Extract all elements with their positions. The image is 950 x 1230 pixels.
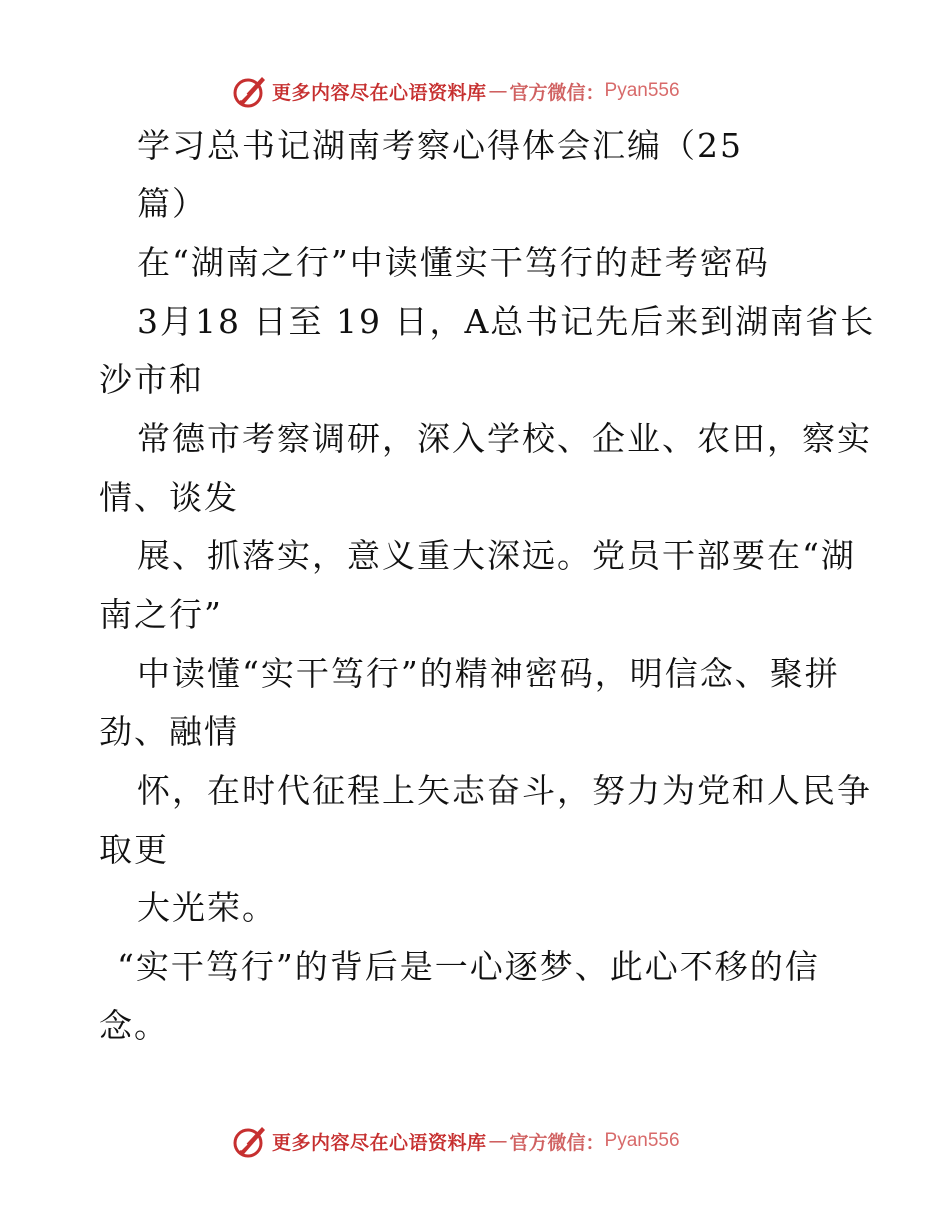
watermark-separator: — [488,80,508,102]
document-title-line-2: 篇） [137,184,207,223]
header-watermark [232,71,680,111]
watermark-sub-text: 官方微信： [509,1131,605,1154]
quill-logo-icon [232,1123,268,1159]
body-line: “实干笃行”的背后是一心逐梦、此心不移的信 [117,947,820,986]
body-line: 常德市考察调研，深入学校、企业、农田，察实 [137,419,872,458]
document-title-line-1: 学习总书记湖南考察心得体会汇编（25 [137,126,743,165]
body-line: 南之行” [99,595,223,634]
watermark-separator: — [488,1130,508,1152]
body-line: 取更 [99,830,169,869]
watermark-main-text: 更多内容尽在心语资料库 [272,1131,487,1154]
watermark-id: Pyan556 [604,80,680,101]
quill-logo-icon [232,73,268,109]
body-line: 大光荣。 [137,888,277,927]
watermark-id: Pyan556 [604,1130,680,1151]
section-heading: 在“湖南之行”中读懂实干笃行的赶考密码 [137,243,770,282]
watermark-main-text: 更多内容尽在心语资料库 [272,81,487,104]
watermark-sub-text: 官方微信： [509,81,605,104]
body-line: 展、抓落实，意义重大深远。党员干部要在“湖 [137,536,856,575]
footer-watermark [232,1121,680,1161]
body-line: 念。 [99,1006,169,1045]
body-line: 情、谈发 [99,478,239,517]
body-line: 3月18 日至 19 日，A总书记先后来到湖南省长 [137,302,876,341]
body-line: 中读懂“实干笃行”的精神密码，明信念、聚拼 [137,654,840,693]
body-line: 沙市和 [99,360,204,399]
body-line: 怀，在时代征程上矢志奋斗，努力为党和人民争 [137,771,872,810]
body-line: 劲、融情 [99,712,239,751]
